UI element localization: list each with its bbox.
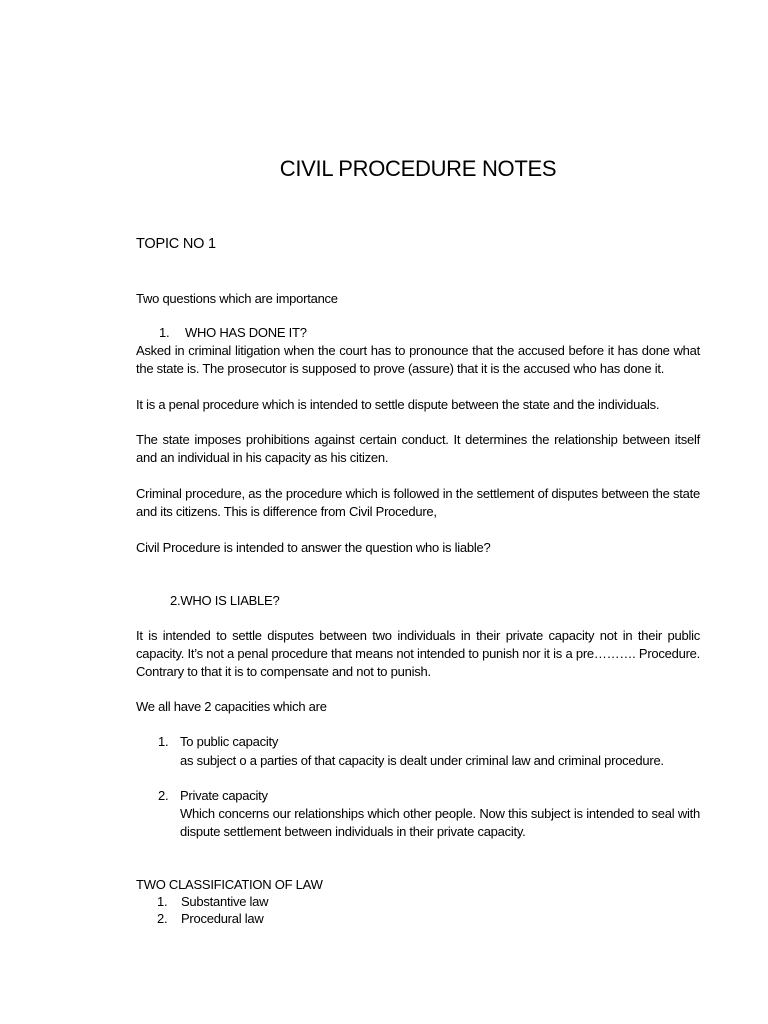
list-item [157, 911, 264, 926]
paragraph: It is a penal procedure which is intended to settle dispute between the state and the individuals. [136, 397, 660, 412]
question-1-number: 1. [159, 325, 170, 340]
capacity-2-text: Which concerns our relationships which other people. Now this subject is intended to seal with dispute settlement between individuals in their private capacity. [180, 806, 700, 839]
capacity-2-number: 2. [158, 788, 169, 803]
list-item-label: Procedural law [181, 911, 264, 926]
list-item-number: 1. [157, 894, 168, 909]
question-1-label: WHO HAS DONE IT? [185, 325, 307, 340]
list-item-number: 2. [157, 911, 168, 926]
paragraph: We all have 2 capacities which are [136, 699, 327, 714]
capacity-1-label: To public capacity [180, 734, 279, 749]
paragraph: Civil Procedure is intended to answer the question who is liable? [136, 540, 491, 555]
paragraph: It is intended to settle disputes between two individuals in their private capacity not in their public capacity. It’s not a penal procedure that means not intended to punish nor it is a pre………. Procedure. Contrary to that it is to compensate and not to punish. [136, 628, 700, 679]
intro-text: Two questions which are importance [136, 291, 338, 306]
list-item [157, 894, 268, 909]
paragraph: Asked in criminal litigation when the court has to pronounce that the accused before it has done what the state is. The prosecutor is supposed to prove (assure) that it is the accused who has done it. [136, 343, 700, 376]
capacity-1-text: as subject o a parties of that capacity is dealt under criminal law and criminal procedure. [180, 753, 664, 768]
question-1-heading [159, 325, 307, 340]
capacity-2-label: Private capacity [180, 788, 268, 803]
capacity-1-number: 1. [158, 734, 169, 749]
question-2-heading: 2.WHO IS LIABLE? [170, 593, 280, 608]
paragraph: Criminal procedure, as the procedure which is followed in the settlement of disputes between the state and its citizens. This is difference from Civil Procedure, [136, 486, 700, 519]
classification-heading: TWO CLASSIFICATION OF LAW [136, 877, 323, 892]
paragraph: The state imposes prohibitions against certain conduct. It determines the relationship between itself and an individual in his capacity as his citizen. [136, 432, 700, 465]
list-item-label: Substantive law [181, 894, 269, 909]
page-title: CIVIL PROCEDURE NOTES [279, 156, 557, 181]
topic-heading: TOPIC NO 1 [136, 236, 216, 252]
